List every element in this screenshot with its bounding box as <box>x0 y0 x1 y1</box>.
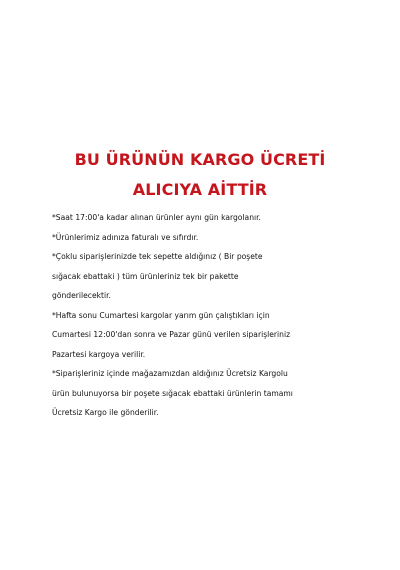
info-line: sığacak ebattaki ) tüm ürünleriniz tek bir pakette <box>52 271 239 281</box>
info-line: *Siparişleriniz içinde mağazamızdan aldığınız Ücretsiz Kargolu <box>52 369 288 378</box>
info-line: *Çoklu siparişlerinizde tek sepette aldığınız ( Bir poşete <box>52 252 263 261</box>
heading-line-1: BU ÜRÜNÜN KARGO ÜCRETİ <box>74 150 326 169</box>
info-line: Cumartesi 12:00'dan sonra ve Pazar günü verilen siparişleriniz <box>52 330 291 339</box>
info-line: *Saat 17:00'a kadar alınan ürünler aynı gün kargolanır. <box>52 213 261 222</box>
info-line: *Ürünlerimiz adınıza faturalı ve sıfırdır. <box>52 232 199 242</box>
info-line: Pazartesi kargoya verilir. <box>52 349 146 359</box>
info-line: *Hafta sonu Cumartesi kargolar yarım gün çalıştıkları için <box>52 310 270 320</box>
info-line: ürün bulunuyorsa bir poşete sığacak ebattaki ürünlerin tamamı <box>52 388 293 398</box>
heading-line-2: ALICIYA AİTTİR <box>132 180 268 199</box>
info-line: Ücretsiz Kargo ile gönderilir. <box>52 408 159 417</box>
info-line: gönderilecektir. <box>52 291 111 300</box>
shipping-info-text <box>52 208 372 423</box>
